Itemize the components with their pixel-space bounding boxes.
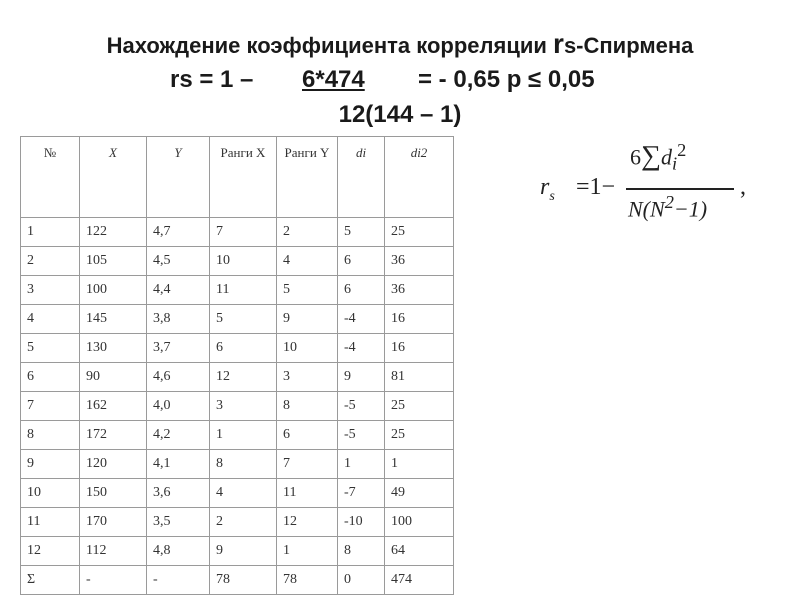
table-cell: 122 <box>80 218 147 247</box>
table-cell: 6 <box>338 247 385 276</box>
table-row <box>21 218 454 247</box>
formula-lhs: $r_s$ <box>540 174 555 204</box>
table-cell: 7 <box>210 218 277 247</box>
table-cell: 5 <box>21 334 80 363</box>
table-cell: 3,8 <box>147 305 210 334</box>
table-row <box>21 305 454 334</box>
table-row <box>21 334 454 363</box>
table-cell: 5 <box>277 276 338 305</box>
table-row <box>21 392 454 421</box>
table-cell: 4,1 <box>147 450 210 479</box>
table-cell: -10 <box>338 508 385 537</box>
spearman-table <box>20 136 454 595</box>
table-header-row <box>21 137 454 218</box>
table-cell: 25 <box>385 218 454 247</box>
table-cell: 162 <box>80 392 147 421</box>
page-title <box>0 28 800 60</box>
table-cell: 25 <box>385 392 454 421</box>
table-row <box>21 537 454 566</box>
table-cell: 8 <box>210 450 277 479</box>
table-cell: 11 <box>277 479 338 508</box>
col-header-d2: di2 <box>385 137 454 218</box>
table-cell: 1 <box>21 218 80 247</box>
table-cell: 172 <box>80 421 147 450</box>
table-row <box>21 508 454 537</box>
table-cell: 8 <box>21 421 80 450</box>
formula-denominator: $N(N^2-1)$ <box>628 192 708 222</box>
table-cell: -5 <box>338 421 385 450</box>
table-cell: 3,5 <box>147 508 210 537</box>
table-cell: 4 <box>21 305 80 334</box>
col-header-y: Y <box>147 137 210 218</box>
table-cell: 112 <box>80 537 147 566</box>
formula-comma: , <box>740 174 746 200</box>
table-cell: 4 <box>210 479 277 508</box>
table-cell: 3 <box>210 392 277 421</box>
table-row <box>21 450 454 479</box>
table-cell: 4,4 <box>147 276 210 305</box>
table-cell: 100 <box>385 508 454 537</box>
table-row <box>21 247 454 276</box>
table-cell: 2 <box>277 218 338 247</box>
title-rs: r <box>553 28 564 59</box>
table-row <box>21 421 454 450</box>
table-cell: 3 <box>21 276 80 305</box>
sum-cell: 0 <box>338 566 385 595</box>
table-cell: 9 <box>210 537 277 566</box>
table-row <box>21 363 454 392</box>
table-cell: 6 <box>210 334 277 363</box>
table-cell: 6 <box>338 276 385 305</box>
table-cell: 11 <box>21 508 80 537</box>
table-cell: 16 <box>385 334 454 363</box>
table-cell: 25 <box>385 421 454 450</box>
table-cell: 8 <box>277 392 338 421</box>
table-cell: 9 <box>277 305 338 334</box>
table-cell: 8 <box>338 537 385 566</box>
col-header-rank-y: Ранги Y <box>277 137 338 218</box>
table-cell: 3 <box>277 363 338 392</box>
sum-cell: 78 <box>210 566 277 595</box>
table-cell: 11 <box>210 276 277 305</box>
table-cell: 12 <box>277 508 338 537</box>
table-cell: 64 <box>385 537 454 566</box>
table-cell: 36 <box>385 247 454 276</box>
table-cell: 4,2 <box>147 421 210 450</box>
sum-cell: - <box>147 566 210 595</box>
table-cell: -7 <box>338 479 385 508</box>
title-suffix: s-Спирмена <box>563 33 694 58</box>
equation-lhs: rs = 1 – <box>170 66 254 93</box>
table-cell: 4 <box>277 247 338 276</box>
table-cell: 105 <box>80 247 147 276</box>
table-cell: 170 <box>80 508 147 537</box>
table-cell: -5 <box>338 392 385 421</box>
table-cell: 49 <box>385 479 454 508</box>
table-cell: 9 <box>21 450 80 479</box>
sum-cell: 474 <box>385 566 454 595</box>
formula-one: =1− <box>576 174 616 200</box>
col-header-no: № <box>21 137 80 218</box>
col-header-x: X <box>80 137 147 218</box>
table-cell: 1 <box>385 450 454 479</box>
table-cell: 100 <box>80 276 147 305</box>
sum-cell: - <box>80 566 147 595</box>
table-row <box>21 276 454 305</box>
table-cell: 6 <box>21 363 80 392</box>
table-cell: 5 <box>338 218 385 247</box>
table-cell: 1 <box>210 421 277 450</box>
table-cell: -4 <box>338 305 385 334</box>
table-cell: 9 <box>338 363 385 392</box>
table-cell: 16 <box>385 305 454 334</box>
table-cell: 7 <box>277 450 338 479</box>
table-cell: 7 <box>21 392 80 421</box>
formula-fraction-bar <box>626 188 734 190</box>
table-sum-row <box>21 566 454 595</box>
table-cell: 5 <box>210 305 277 334</box>
table-cell: 90 <box>80 363 147 392</box>
equation-numerator: 6*474 <box>302 66 365 93</box>
table-cell: 130 <box>80 334 147 363</box>
table-cell: 1 <box>277 537 338 566</box>
table-cell: 3,7 <box>147 334 210 363</box>
equation-denominator: 12(144 – 1) <box>338 101 462 128</box>
table-row <box>21 479 454 508</box>
table-cell: 10 <box>277 334 338 363</box>
sum-cell: Σ <box>21 566 80 595</box>
col-header-d: di <box>338 137 385 218</box>
table-cell: 4,8 <box>147 537 210 566</box>
table-cell: 3,6 <box>147 479 210 508</box>
table-cell: 2 <box>210 508 277 537</box>
table-cell: 10 <box>210 247 277 276</box>
spearman-formula <box>540 138 760 222</box>
equation-denominator-line <box>0 101 800 129</box>
equation-result: = - 0,65 p ≤ 0,05 <box>418 66 595 93</box>
table-cell: 6 <box>277 421 338 450</box>
table-cell: 150 <box>80 479 147 508</box>
table-cell: 36 <box>385 276 454 305</box>
table-cell: 4,5 <box>147 247 210 276</box>
table-cell: 120 <box>80 450 147 479</box>
table-cell: 4,6 <box>147 363 210 392</box>
col-header-rank-x: Ранги X <box>210 137 277 218</box>
table-cell: 145 <box>80 305 147 334</box>
title-prefix: Нахождение коэффициента корреляции <box>106 33 554 58</box>
table-cell: -4 <box>338 334 385 363</box>
table-cell: 4,0 <box>147 392 210 421</box>
formula-numerator: $6\sum d_i^2$ <box>630 140 687 174</box>
table-cell: 2 <box>21 247 80 276</box>
table-cell: 81 <box>385 363 454 392</box>
table-cell: 10 <box>21 479 80 508</box>
table-cell: 12 <box>210 363 277 392</box>
table-cell: 12 <box>21 537 80 566</box>
table-cell: 1 <box>338 450 385 479</box>
table-cell: 4,7 <box>147 218 210 247</box>
sum-cell: 78 <box>277 566 338 595</box>
